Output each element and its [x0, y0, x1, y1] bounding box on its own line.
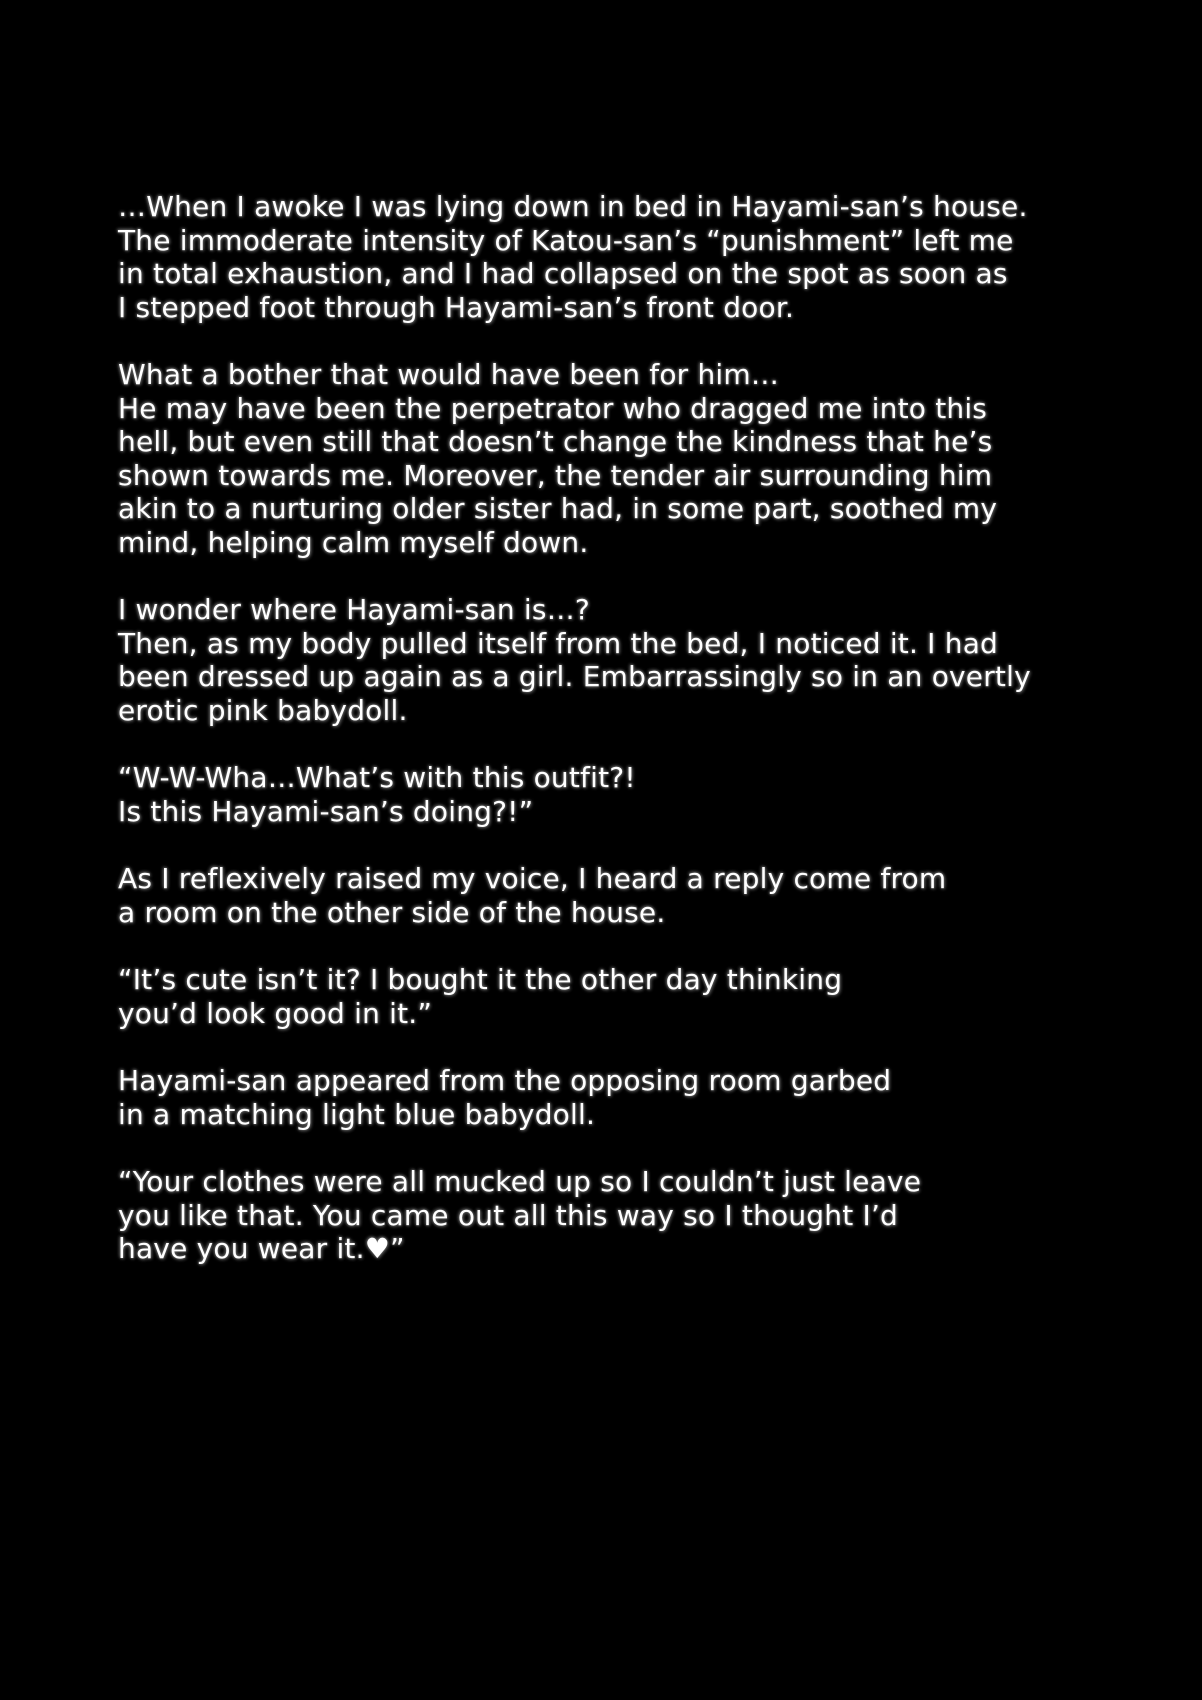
text-line: a room on the other side of the house.	[118, 895, 666, 929]
paragraph-4	[118, 761, 1118, 828]
text-line: “W-W-Wha…What’s with this outfit?!	[118, 761, 636, 794]
text-line: you’d look good in it.”	[118, 996, 433, 1030]
paragraph-1	[118, 190, 1118, 324]
paragraph-6	[118, 963, 1118, 1030]
text-line: I stepped foot through Hayami-san’s front door.	[118, 290, 795, 324]
text-line: As I reflexively raised my voice, I heard a reply come from	[118, 862, 947, 895]
text-line: Is this Hayami-san’s doing?!”	[118, 794, 534, 828]
text-line: …When I awoke I was lying down in bed in Hayami-san’s house.	[118, 190, 1028, 223]
paragraph-gap	[118, 324, 1118, 358]
paragraph-gap	[118, 1131, 1118, 1165]
text-line: “It’s cute isn’t it? I bought it the other day thinking	[118, 963, 843, 996]
text-line: have you wear it.♥”	[118, 1232, 405, 1265]
paragraph-5	[118, 862, 1118, 929]
paragraph-gap	[118, 727, 1118, 761]
text-line: The immoderate intensity of Katou-san’s “punishment” left me	[118, 223, 1014, 257]
text-line: in total exhaustion, and I had collapsed on the spot as soon as	[118, 257, 1008, 290]
text-line: He may have been the perpetrator who dragged me into this	[118, 391, 988, 425]
text-line: What a bother that would have been for him…	[118, 358, 780, 391]
text-line: in a matching light blue babydoll.	[118, 1097, 596, 1131]
paragraph-7	[118, 1064, 1118, 1131]
paragraph-2	[118, 358, 1118, 559]
text-line: Then, as my body pulled itself from the bed, I noticed it. I had	[118, 626, 999, 660]
text-line: akin to a nurturing older sister had, in some part, soothed my	[118, 492, 998, 525]
text-line: I wonder where Hayami-san is…?	[118, 593, 590, 626]
text-line: shown towards me. Moreover, the tender air surrounding him	[118, 458, 993, 492]
text-line: you like that. You came out all this way so I thought I’d	[118, 1198, 899, 1232]
text-line: hell, but even still that doesn’t change the kindness that he’s	[118, 425, 993, 458]
narrative-text	[118, 190, 1118, 1266]
paragraph-gap	[118, 929, 1118, 963]
text-line: been dressed up again as a girl. Embarrassingly so in an overtly	[118, 660, 1031, 693]
paragraph-gap	[118, 559, 1118, 593]
text-line: Hayami-san appeared from the opposing room garbed	[118, 1064, 892, 1097]
text-line: erotic pink babydoll.	[118, 693, 408, 727]
paragraph-gap	[118, 828, 1118, 862]
paragraph-gap	[118, 1030, 1118, 1064]
text-line: mind, helping calm myself down.	[118, 525, 589, 559]
paragraph-3	[118, 593, 1118, 727]
text-line: “Your clothes were all mucked up so I couldn’t just leave	[118, 1165, 922, 1198]
paragraph-8	[118, 1165, 1118, 1266]
